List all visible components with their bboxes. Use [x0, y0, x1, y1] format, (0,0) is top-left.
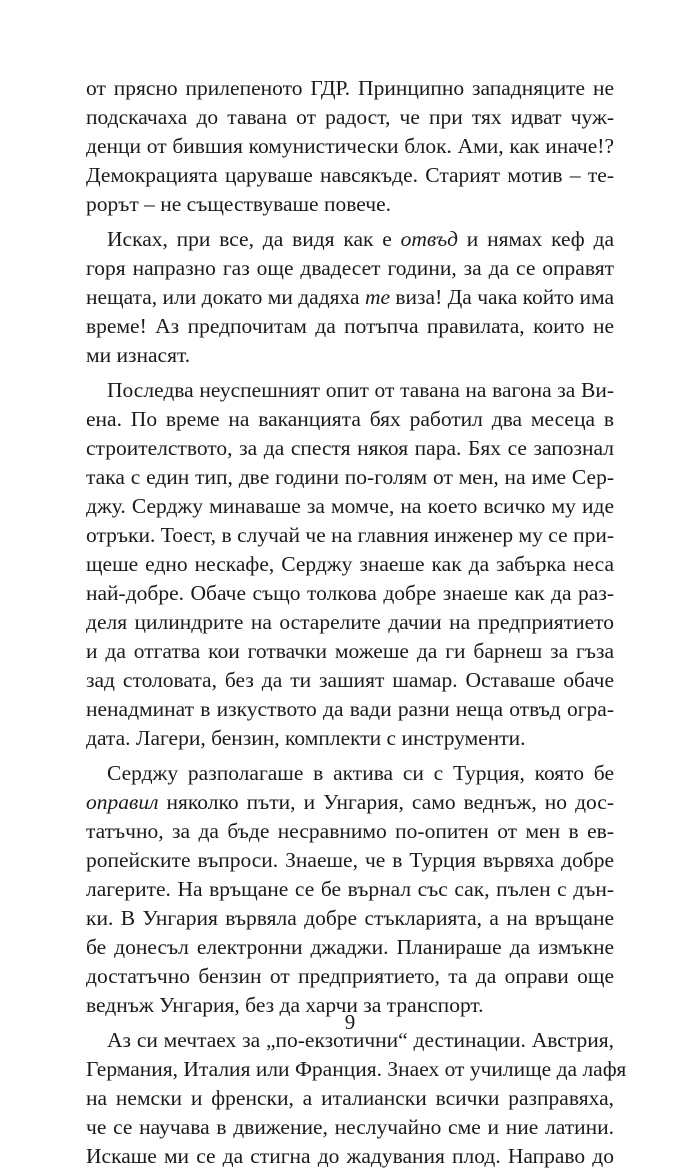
text-line	[86, 846, 614, 875]
text-line	[86, 74, 614, 103]
text-line	[86, 695, 614, 724]
text-line	[86, 463, 614, 492]
text-line	[86, 1055, 627, 1084]
text-line	[86, 817, 614, 846]
text-line	[86, 254, 614, 283]
text-run: отръки. Тоест, в случай че на главния инженер му се при-	[86, 523, 614, 547]
text-run: строителството, за да спестя някоя пара. Бях се запознал	[86, 436, 614, 460]
text-line	[86, 376, 614, 405]
text-run: лагерите. На връщане се бе върнал със сак, пълен с дън-	[86, 877, 614, 901]
text-line	[86, 608, 614, 637]
text-run: горя напразно газ още двадесет години, за да се оправят	[86, 256, 614, 280]
text-run: няколко пъти, и Унгария, само веднъж, но дос-	[158, 790, 614, 814]
text-run: щеше едно нескафе, Серджу знаеше как да забърка неса	[86, 552, 614, 576]
text-run: ропейските въпроси. Знаеше, че в Турция вървяха добре	[86, 848, 614, 872]
text-run: време! Аз предпочитам да потъпча правилата, които не	[86, 314, 614, 338]
text-line	[86, 579, 614, 608]
text-run: най-добре. Обаче също толкова добре знаеше как да раз-	[86, 581, 614, 605]
text-line	[86, 161, 614, 190]
text-run: ки. В Унгария вървяла добре стъкларията, а на връщане	[86, 906, 614, 930]
text-line	[86, 666, 614, 695]
text-run: джу. Серджу минаваше за момче, на което всичко му иде	[86, 494, 614, 518]
text-run: ена. По време на ваканцията бях работил два месеца в	[86, 407, 614, 431]
text-line	[86, 550, 614, 579]
text-run: бе донесъл електронни джаджи. Планираше да измъкне	[86, 935, 614, 959]
text-line	[86, 904, 614, 933]
paragraph	[86, 759, 614, 1020]
text-run: зад столовата, без да ти зашият шамар. Оставаше обаче	[86, 668, 614, 692]
text-run: дата. Лагери, бензин, комплекти с инструменти.	[86, 726, 526, 750]
text-line	[86, 1084, 614, 1113]
text-line	[86, 434, 614, 463]
text-line	[86, 875, 614, 904]
italic-word: оправил	[86, 790, 159, 814]
paragraph	[86, 74, 614, 219]
text-line	[86, 405, 614, 434]
text-run: така с един тип, две години по-голям от мен, на име Сер-	[86, 465, 614, 489]
text-line	[86, 724, 614, 753]
text-line	[86, 341, 614, 370]
text-run: нещата, или докато ми дадяха	[86, 285, 365, 309]
text-line	[86, 190, 614, 219]
text-line	[86, 637, 614, 666]
text-run: че се научава в движение, неслучайно сме и ние латини.	[86, 1115, 614, 1139]
text-run: Серджу разполагаше в актива си с Турция, която бе	[107, 761, 614, 785]
text-run: от прясно прилепеното ГДР. Принципно западняците не	[86, 76, 614, 100]
text-run: веднъж Унгария, без да харчи за транспорт.	[86, 993, 484, 1017]
italic-word: отвъд	[400, 227, 458, 251]
text-run: и да отгатва кои готвачки можеше да ги барнеш за гъза	[86, 639, 614, 663]
text-run: деля цилиндрите на остарелите дачии на предприятието	[86, 610, 614, 634]
text-line	[86, 759, 614, 788]
text-line	[86, 492, 614, 521]
text-line	[86, 312, 614, 341]
text-line	[86, 962, 614, 991]
paragraph	[86, 225, 614, 370]
text-run: Последва неуспешният опит от тавана на вагона за Ви-	[107, 378, 614, 402]
text-line	[86, 521, 614, 550]
text-run: денци от бившия комунистически блок. Ами, как иначе!?	[86, 134, 614, 158]
text-run: подскачаха до тавана от радост, че при тях идват чуж-	[86, 105, 614, 129]
text-run: рорът – не съществуваше повече.	[86, 192, 391, 216]
page-number: 9	[344, 1010, 356, 1034]
italic-word: те	[364, 285, 391, 309]
paragraph	[86, 1026, 627, 1171]
text-line	[86, 283, 614, 312]
text-line	[86, 933, 614, 962]
text-line	[86, 132, 614, 161]
text-run: достатъчно бензин от предприятието, та да оправи още	[86, 964, 614, 988]
text-line	[86, 1142, 614, 1171]
text-run: ми изнасят.	[86, 343, 191, 367]
text-run: виза! Да чака който има	[390, 285, 615, 309]
text-run: на немски и френски, а италиански всички разправяха,	[86, 1086, 614, 1110]
text-run: Демокрацията царуваше навсякъде. Старият мотив – те-	[86, 163, 614, 187]
text-run: татъчно, за да бъде несравнимо по-опитен от мен в ев-	[86, 819, 614, 843]
text-line	[86, 1113, 614, 1142]
body-text	[86, 74, 627, 1171]
text-run: и нямах кеф да	[458, 227, 614, 251]
text-run: Аз си мечтаех за „по-екзотични“ дестинации. Австрия,	[107, 1028, 614, 1052]
text-run: Германия, Италия или Франция. Знаех от училище да лафя	[86, 1057, 627, 1081]
paragraph	[86, 376, 614, 753]
text-line	[86, 788, 614, 817]
text-run: ненадминат в изкуството да вади разни неща отвъд огра-	[86, 697, 614, 721]
text-run: Исках, при все, да видя как е	[107, 227, 401, 251]
text-line	[86, 225, 614, 254]
text-run: Искаше ми се да стигна до жадувания плод. Направо до	[86, 1144, 614, 1168]
text-line	[86, 103, 614, 132]
